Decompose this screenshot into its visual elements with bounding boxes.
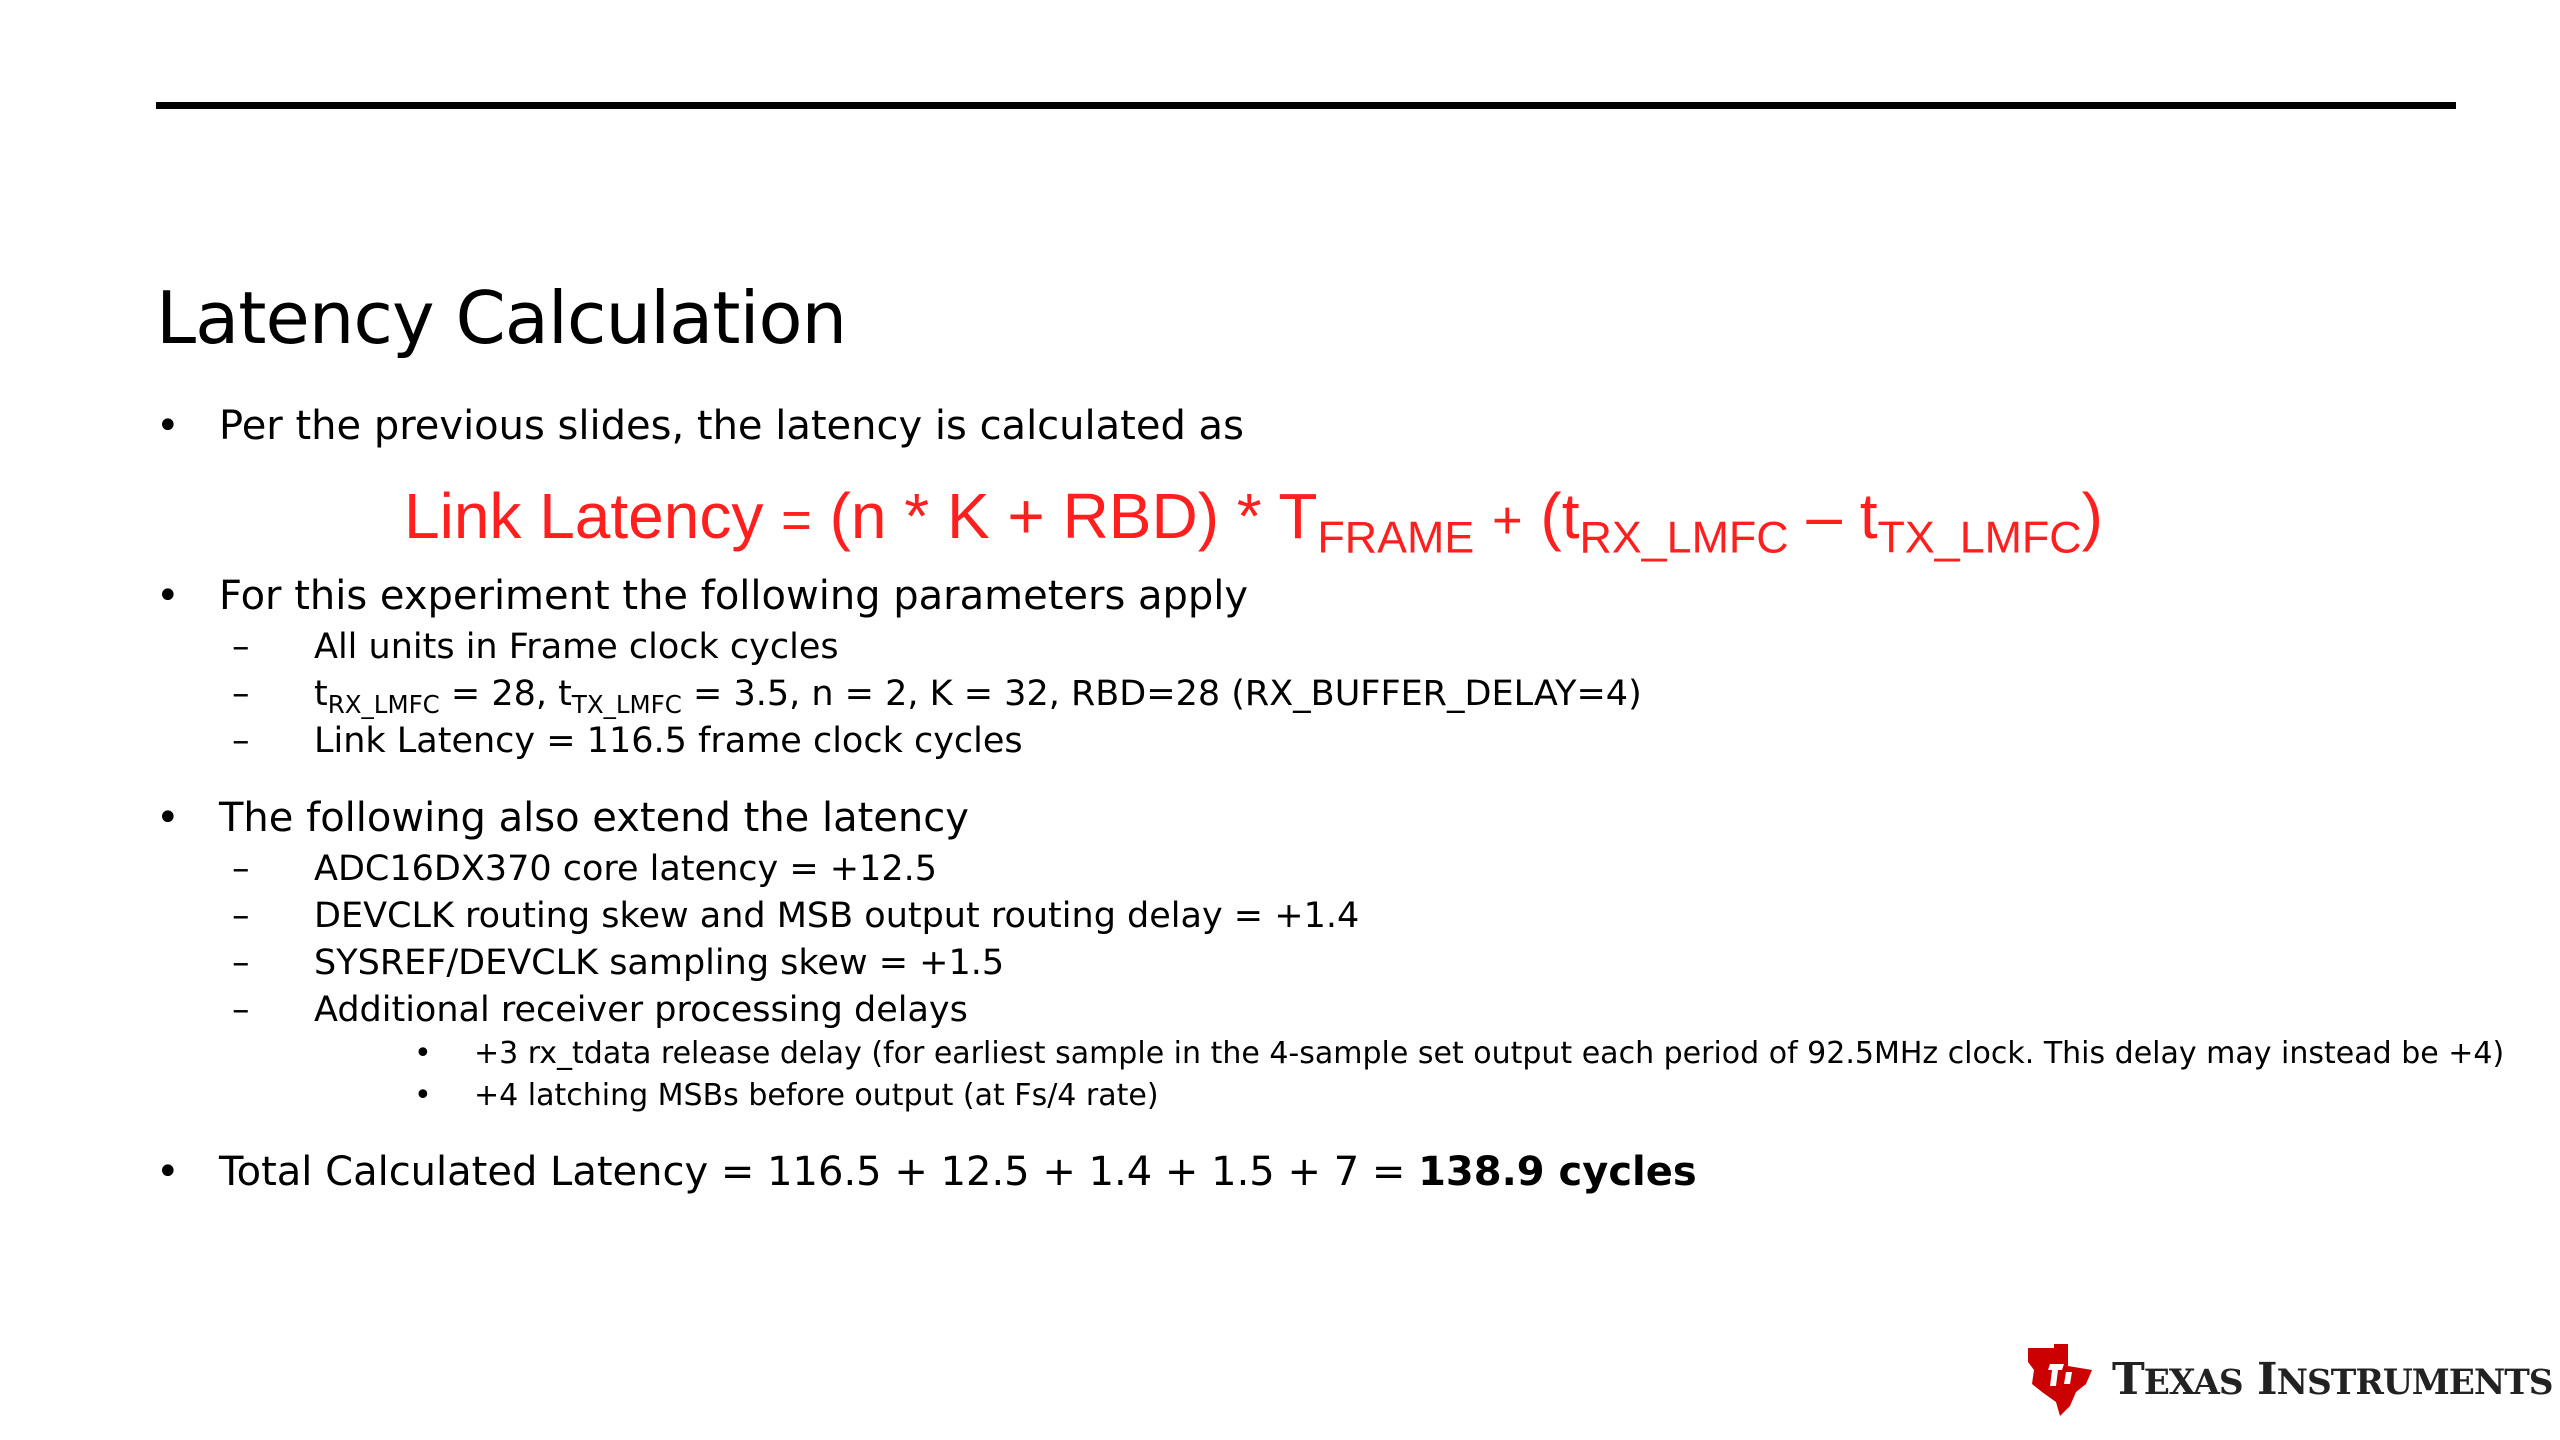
extend-item: DEVCLK routing skew and MSB output routing delay = +1.4 — [314, 896, 1360, 936]
formula-part3: t — [1859, 480, 1878, 552]
dash-marker: – — [232, 721, 250, 761]
formula-lhs: Link Latency — [404, 480, 764, 552]
dash-marker: – — [232, 849, 250, 889]
extend-item: SYSREF/DEVCLK sampling skew = +1.5 — [314, 943, 1005, 983]
logo-wordmark — [2112, 1354, 2553, 1405]
extend-heading: The following also extend the latency — [219, 795, 969, 841]
param-t: t — [314, 674, 328, 714]
sub-bullet-marker: • — [414, 1078, 432, 1113]
formula-minus: – — [1806, 480, 1842, 552]
params-heading: For this experiment the following parameters apply — [219, 573, 1249, 619]
bullet-marker: • — [156, 795, 180, 841]
sub-bullet-marker: • — [414, 1036, 432, 1071]
formula-part2: (t — [1540, 480, 1580, 552]
latency-formula — [404, 474, 2103, 563]
logo-i-rest: NSTRUMENTS — [2276, 1363, 2553, 1403]
texas-state-logo-icon — [2020, 1340, 2100, 1420]
bullet-marker: • — [156, 403, 180, 449]
total-latency — [219, 1146, 1697, 1198]
extend-item: ADC16DX370 core latency = +12.5 — [314, 849, 938, 889]
extend-item: Additional receiver processing delays — [314, 990, 968, 1030]
logo-t-rest: EXAS — [2143, 1363, 2243, 1403]
dash-marker: – — [232, 674, 250, 714]
bullet-marker: • — [156, 573, 180, 619]
slide-title: Latency Calculation — [156, 276, 847, 360]
param-mid: = 28, t — [439, 674, 572, 714]
total-prefix: Total Calculated Latency = 116.5 + 12.5 + 1.4 + 1.5 + 7 = — [219, 1149, 1419, 1195]
intro-text: Per the previous slides, the latency is calculated as — [219, 403, 1244, 449]
logo-i-initial: I — [2257, 1354, 2277, 1405]
texas-instruments-logo — [2020, 1340, 2553, 1420]
formula-close: ) — [2081, 480, 2103, 552]
formula-sub-tx: TX_LMFC — [1877, 512, 2082, 563]
bullet-marker: • — [156, 1149, 180, 1195]
top-rule — [156, 102, 2456, 109]
dash-marker: – — [232, 990, 250, 1030]
param-sub-tx: TX_LMFC — [571, 689, 682, 719]
params-units: All units in Frame clock cycles — [314, 627, 839, 667]
formula-sub-frame: FRAME — [1317, 512, 1475, 563]
dash-marker: – — [232, 896, 250, 936]
params-link-latency: Link Latency = 116.5 frame clock cycles — [314, 721, 1023, 761]
total-result: 138.9 cycles — [1418, 1149, 1697, 1195]
formula-sub-rx: RX_LMFC — [1579, 512, 1789, 563]
formula-part1: (n * K + RBD) * T — [829, 480, 1318, 552]
params-values — [314, 671, 1642, 717]
receiver-delay-item: +4 latching MSBs before output (at Fs/4 rate) — [474, 1078, 1159, 1113]
logo-t-initial: T — [2112, 1354, 2144, 1405]
formula-plus: + — [1491, 491, 1523, 550]
param-sub-rx: RX_LMFC — [327, 689, 440, 719]
dash-marker: – — [232, 943, 250, 983]
param-rest: = 3.5, n = 2, K = 32, RBD=28 (RX_BUFFER_DELAY=4) — [681, 674, 1642, 714]
receiver-delay-item: +3 rx_tdata release delay (for earliest sample in the 4-sample set output each period of 92.5MHz clock. This delay may instead be +4) — [474, 1036, 2505, 1071]
formula-equals: = — [781, 491, 812, 550]
dash-marker: – — [232, 627, 250, 667]
